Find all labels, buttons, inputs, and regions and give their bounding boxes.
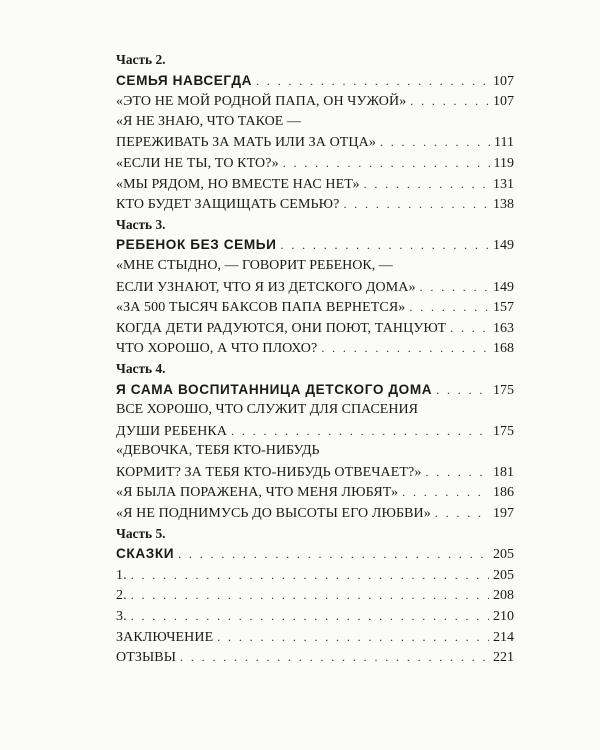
toc-entry: [116, 174, 514, 195]
toc-page-number: 149: [493, 279, 514, 295]
dot-leader: [217, 627, 489, 648]
toc-page-number: 111: [494, 135, 514, 151]
toc-section-heading: [116, 235, 514, 256]
toc-entry-title: «ЗА 500 ТЫСЯЧ БАКСОВ ПАПА ВЕРНЕТСЯ»: [116, 300, 406, 316]
toc-entry-title: «Я НЕ ПОДНИМУСЬ ДО ВЫСОТЫ ЕГО ЛЮБВИ»: [116, 506, 431, 522]
dot-leader: [231, 421, 489, 442]
toc-entry-title: «МЫ РЯДОМ, НО ВМЕСТЕ НАС НЕТ»: [116, 176, 360, 192]
toc-page-number: 119: [493, 155, 514, 171]
toc-entry-title: ЕСЛИ УЗНАЮТ, ЧТО Я ИЗ ДЕТСКОГО ДОМА»: [116, 279, 416, 295]
toc-entry-title: ЧТО ХОРОШО, А ЧТО ПЛОХО?: [116, 341, 318, 357]
dot-leader: [131, 565, 489, 586]
toc-entry-title: 1.: [116, 567, 127, 583]
toc-entry: [116, 482, 514, 503]
toc-entry: [116, 503, 514, 524]
dot-leader: [281, 235, 489, 256]
dot-leader: [131, 606, 489, 627]
toc-entry: [116, 338, 514, 359]
toc-page-number: 175: [493, 423, 514, 439]
dot-leader: [409, 297, 489, 318]
toc-entry-continuation: «ДЕВОЧКА, ТЕБЯ КТО-НИБУДЬ: [116, 443, 320, 459]
toc-entry: [116, 606, 514, 627]
toc-page-number: 221: [493, 650, 514, 666]
toc-page-number: 197: [493, 506, 514, 522]
table-of-contents: [116, 50, 514, 668]
toc-entry-title: «ЕСЛИ НЕ ТЫ, ТО КТО?»: [116, 155, 279, 171]
toc-part-label: Часть 4.: [116, 360, 166, 376]
toc-entry-title: ПЕРЕЖИВАТЬ ЗА МАТЬ ИЛИ ЗА ОТЦА»: [116, 135, 376, 151]
toc-heading-title: СЕМЬЯ НАВСЕГДА: [116, 72, 253, 88]
toc-page-number: 149: [493, 238, 514, 254]
toc-page-number: 163: [493, 320, 514, 336]
toc-entry-continuation: ВСЕ ХОРОШО, ЧТО СЛУЖИТ ДЛЯ СПАСЕНИЯ: [116, 402, 418, 418]
toc-page-number: 175: [493, 382, 514, 398]
toc-entry-title: КТО БУДЕТ ЗАЩИЩАТЬ СЕМЬЮ?: [116, 197, 340, 213]
dot-leader: [435, 503, 489, 524]
dot-leader: [256, 71, 489, 92]
toc-page-number: 107: [493, 73, 514, 89]
toc-entry-title: «Я БЫЛА ПОРАЖЕНА, ЧТО МЕНЯ ЛЮБЯТ»: [116, 485, 399, 501]
toc-entry: [116, 585, 514, 606]
toc-heading-title: Я САМА ВОСПИТАННИЦА ДЕТСКОГО ДОМА: [116, 381, 433, 397]
toc-entry-title: КОРМИТ? ЗА ТЕБЯ КТО-НИБУДЬ ОТВЕЧАЕТ?»: [116, 464, 422, 480]
toc-entry: [116, 194, 514, 215]
toc-entry-title: ДУШИ РЕБЕНКА: [116, 423, 228, 439]
toc-entry: [116, 462, 514, 483]
toc-page-number: 168: [493, 341, 514, 357]
toc-entry-title: КОГДА ДЕТИ РАДУЮТСЯ, ОНИ ПОЮТ, ТАНЦУЮТ: [116, 320, 447, 336]
toc-entry: [116, 277, 514, 298]
toc-page-number: 214: [493, 629, 514, 645]
toc-entry: [116, 91, 514, 112]
toc-page-number: 186: [493, 485, 514, 501]
toc-entry-title: 2.: [116, 588, 127, 604]
dot-leader: [343, 194, 489, 215]
toc-section-heading: [116, 544, 514, 565]
toc-entry: [116, 297, 514, 318]
toc-page-number: 181: [493, 464, 514, 480]
dot-leader: [321, 338, 489, 359]
toc-heading-title: РЕБЕНОК БЕЗ СЕМЬИ: [116, 237, 277, 253]
dot-leader: [450, 318, 489, 339]
toc-entry-title: «ЭТО НЕ МОЙ РОДНОЙ ПАПА, ОН ЧУЖОЙ»: [116, 94, 407, 110]
toc-entry: [116, 153, 514, 174]
dot-leader: [436, 380, 489, 401]
toc-page-number: 208: [493, 588, 514, 604]
toc-entry: [116, 132, 514, 153]
toc-page-number: 205: [493, 567, 514, 583]
toc-part-label: Часть 5.: [116, 525, 166, 541]
dot-leader: [410, 91, 489, 112]
toc-page-number: 210: [493, 609, 514, 625]
toc-section-heading: [116, 71, 514, 92]
toc-page-number: 157: [493, 300, 514, 316]
dot-leader: [131, 585, 489, 606]
toc-part-label: Часть 3.: [116, 216, 166, 232]
dot-leader: [425, 462, 489, 483]
toc-heading-title: СКАЗКИ: [116, 546, 175, 562]
toc-entry: [116, 647, 514, 668]
dot-leader: [180, 647, 489, 668]
toc-section-heading: [116, 380, 514, 401]
toc-page-number: 131: [493, 176, 514, 192]
toc-entry-title: ЗАКЛЮЧЕНИЕ: [116, 629, 214, 645]
toc-entry: [116, 565, 514, 586]
dot-leader: [420, 277, 489, 298]
toc-entry-title: 3.: [116, 609, 127, 625]
dot-leader: [402, 482, 489, 503]
toc-page-number: 138: [493, 197, 514, 213]
toc-entry: [116, 421, 514, 442]
toc-entry: [116, 627, 514, 648]
dot-leader: [364, 174, 489, 195]
dot-leader: [178, 544, 489, 565]
toc-entry-continuation: «МНЕ СТЫДНО, — ГОВОРИТ РЕБЕНОК, —: [116, 257, 393, 273]
dot-leader: [380, 132, 490, 153]
toc-page-number: 205: [493, 547, 514, 563]
toc-page-number: 107: [493, 94, 514, 110]
toc-entry: [116, 318, 514, 339]
toc-part-label: Часть 2.: [116, 52, 166, 67]
dot-leader: [283, 153, 490, 174]
toc-entry-title: ОТЗЫВЫ: [116, 650, 177, 666]
toc-entry-continuation: «Я НЕ ЗНАЮ, ЧТО ТАКОЕ —: [116, 113, 301, 129]
